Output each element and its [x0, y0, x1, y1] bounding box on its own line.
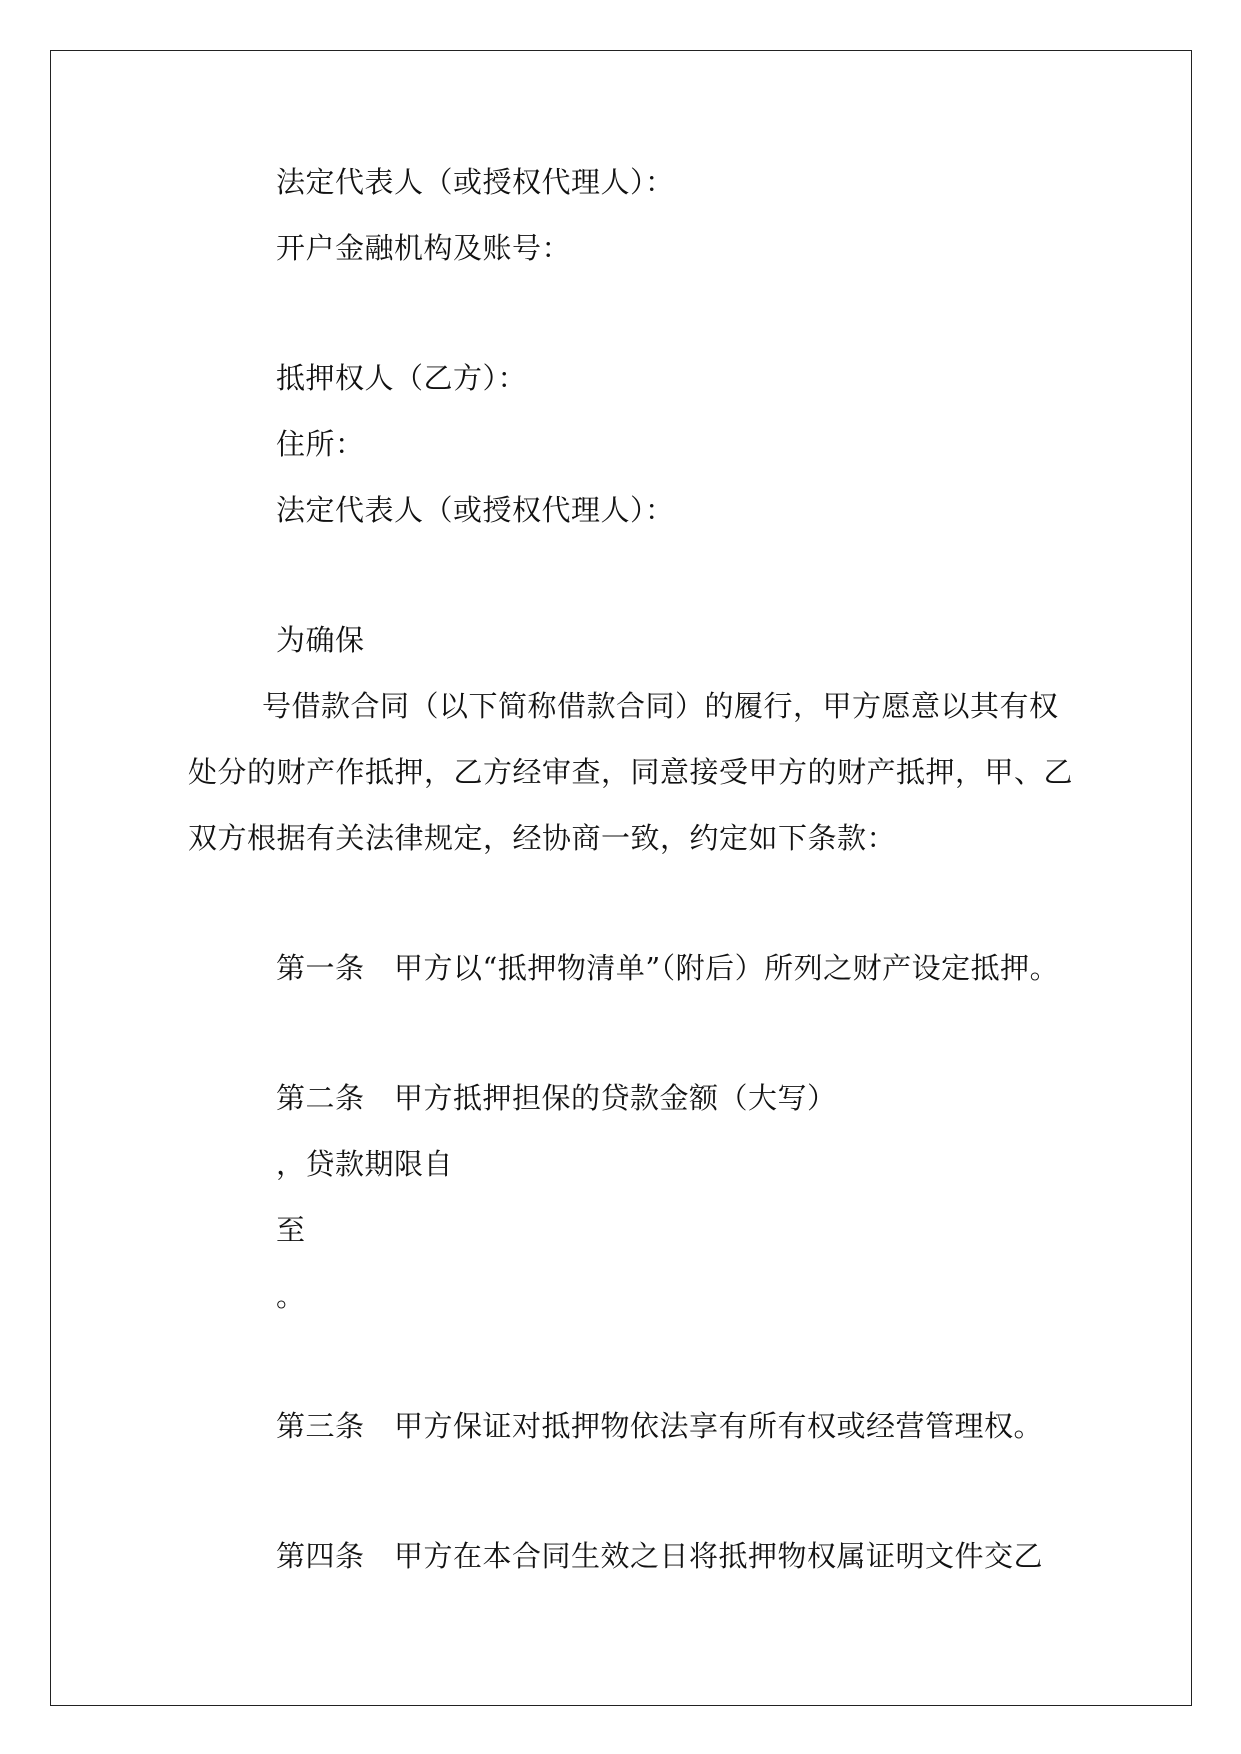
article-2-line-1: 第二条 甲方抵押担保的贷款金额（大写）: [276, 1081, 837, 1115]
article-1: 第一条 甲方以“抵押物清单”（附后）所列之财产设定抵押。: [276, 951, 1060, 985]
party-b-title: 抵押权人（乙方）：: [276, 361, 528, 395]
party-a-bank-account-label: 开户金融机构及账号：: [276, 231, 572, 265]
article-2-line-3: 至: [276, 1213, 306, 1247]
preamble-line-3: 处分的财产作抵押，乙方经审查，同意接受甲方的财产抵押，甲、乙: [188, 755, 1074, 789]
preamble-line-1: 为确保: [276, 623, 365, 657]
party-a-legal-rep-label: 法定代表人（或授权代理人）：: [276, 165, 675, 199]
party-b-legal-rep-label: 法定代表人（或授权代理人）：: [276, 493, 675, 527]
article-2-line-2: ，贷款期限自: [276, 1147, 454, 1181]
preamble-line-2: 号借款合同（以下简称借款合同）的履行，甲方愿意以其有权: [262, 689, 1059, 723]
preamble-line-4: 双方根据有关法律规定，经协商一致，约定如下条款：: [188, 821, 897, 855]
article-2-line-4: 。: [276, 1279, 306, 1313]
article-4: 第四条 甲方在本合同生效之日将抵押物权属证明文件交乙: [276, 1539, 1044, 1573]
party-b-address-label: 住所：: [276, 427, 365, 461]
article-3: 第三条 甲方保证对抵押物依法享有所有权或经营管理权。: [276, 1409, 1044, 1443]
page-border: [50, 50, 1192, 1706]
